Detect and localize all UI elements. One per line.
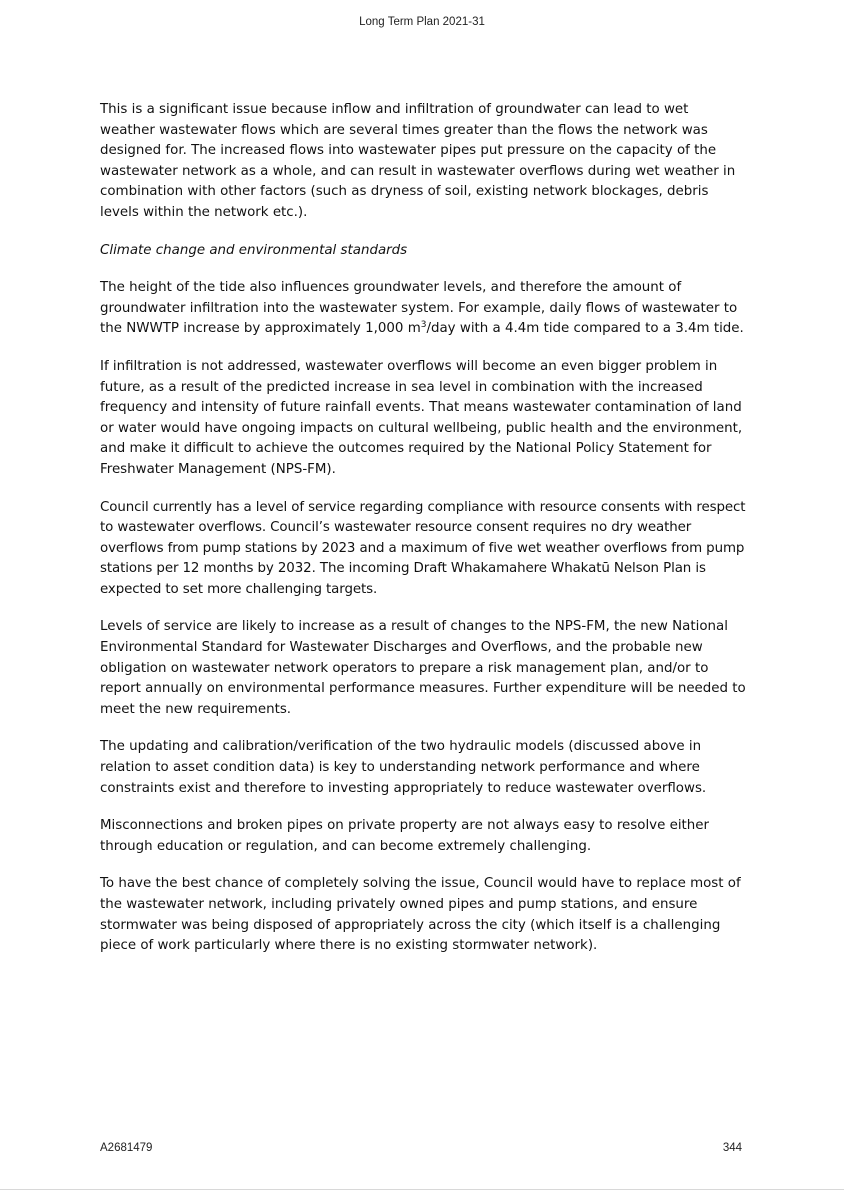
page-bottom-divider <box>0 1189 844 1190</box>
paragraph-tide-text-end: /day with a 4.4m tide compared to a 3.4m tide. <box>426 321 744 337</box>
paragraph-inflow-infiltration: This is a significant issue because inflow and infiltration of groundwater can lead to wet weather wastewater flows which are several times greater than the flows the network was designed for. The increased flows into wastewater pipes put pressure on the capacity of the wastewater network as a whole, and can result in wastewater overflows during wet weather in combination with other factors (such as dryness of soil, existing network blockages, debris levels within the network etc.). <box>100 102 736 220</box>
footer-document-id: A2681479 <box>100 1142 153 1154</box>
section-heading-climate-change: Climate change and environmental standards <box>100 242 408 258</box>
footer-page-number: 344 <box>722 1142 742 1154</box>
paragraph-infiltration-not-addressed: If infiltration is not addressed, wastewater overflows will become an even bigger problem in future, as a result of the predicted increase in sea level in combination with the increased frequency and intensity of future rainfall events. That means wastewater contamination of land or water would have ongoing impacts on cultural wellbeing, public health and the environment, and make it difficult to achieve the outcomes required by the National Policy Statement for Freshwater Management (NPS-FM). <box>100 358 743 477</box>
paragraph-hydraulic-models: The updating and calibration/verification of the two hydraulic models (discussed above in relation to asset condition data) is key to understanding network performance and where constraints exist and therefore to investing appropriately to reduce wastewater overflows. <box>100 739 707 796</box>
paragraph-level-of-service: Council currently has a level of service regarding compliance with resource consents with respect to wastewater overflows. Council’s wastewater resource consent requires no dry weather overflows from pump stations by 2023 and a maximum of five wet weather overflows from pump stations per 12 months by 2032. The incoming Draft Whakamahere Whakatū Nelson Plan is expected to set more challenging targets. <box>100 499 746 597</box>
document-body <box>100 100 746 974</box>
paragraph-tide-text-start: The height of the tide also influences groundwater levels, and therefore the amount of groundwater infiltration into the wastewater system. For example, daily flows of wastewater to the NWWTP increase by approximately 1,000 m <box>100 280 738 337</box>
page-header-title: Long Term Plan 2021-31 <box>359 16 485 28</box>
paragraph-misconnections: Misconnections and broken pipes on private property are not always easy to resolve either through education or regulation, and can become extremely challenging. <box>100 818 710 854</box>
paragraph-tide-influence <box>100 278 746 340</box>
superscript-cubed: 3 <box>420 320 427 331</box>
paragraph-nps-fm-changes: Levels of service are likely to increase as a result of changes to the NPS-FM, the new National Environmental Standard for Wastewater Discharges and Overflows, and the probable new obligation on wastewater network operators to prepare a risk management plan, and/or to report annually on environmental performance measures. Further expenditure will be needed to meet the new requirements. <box>100 619 746 717</box>
paragraph-solving-issue: To have the best chance of completely solving the issue, Council would have to replace most of the wastewater network, including privately owned pipes and pump stations, and ensure stormwater was being disposed of appropriately across the city (which itself is a challenging piece of work particularly where there is no existing stormwater network). <box>100 876 741 954</box>
